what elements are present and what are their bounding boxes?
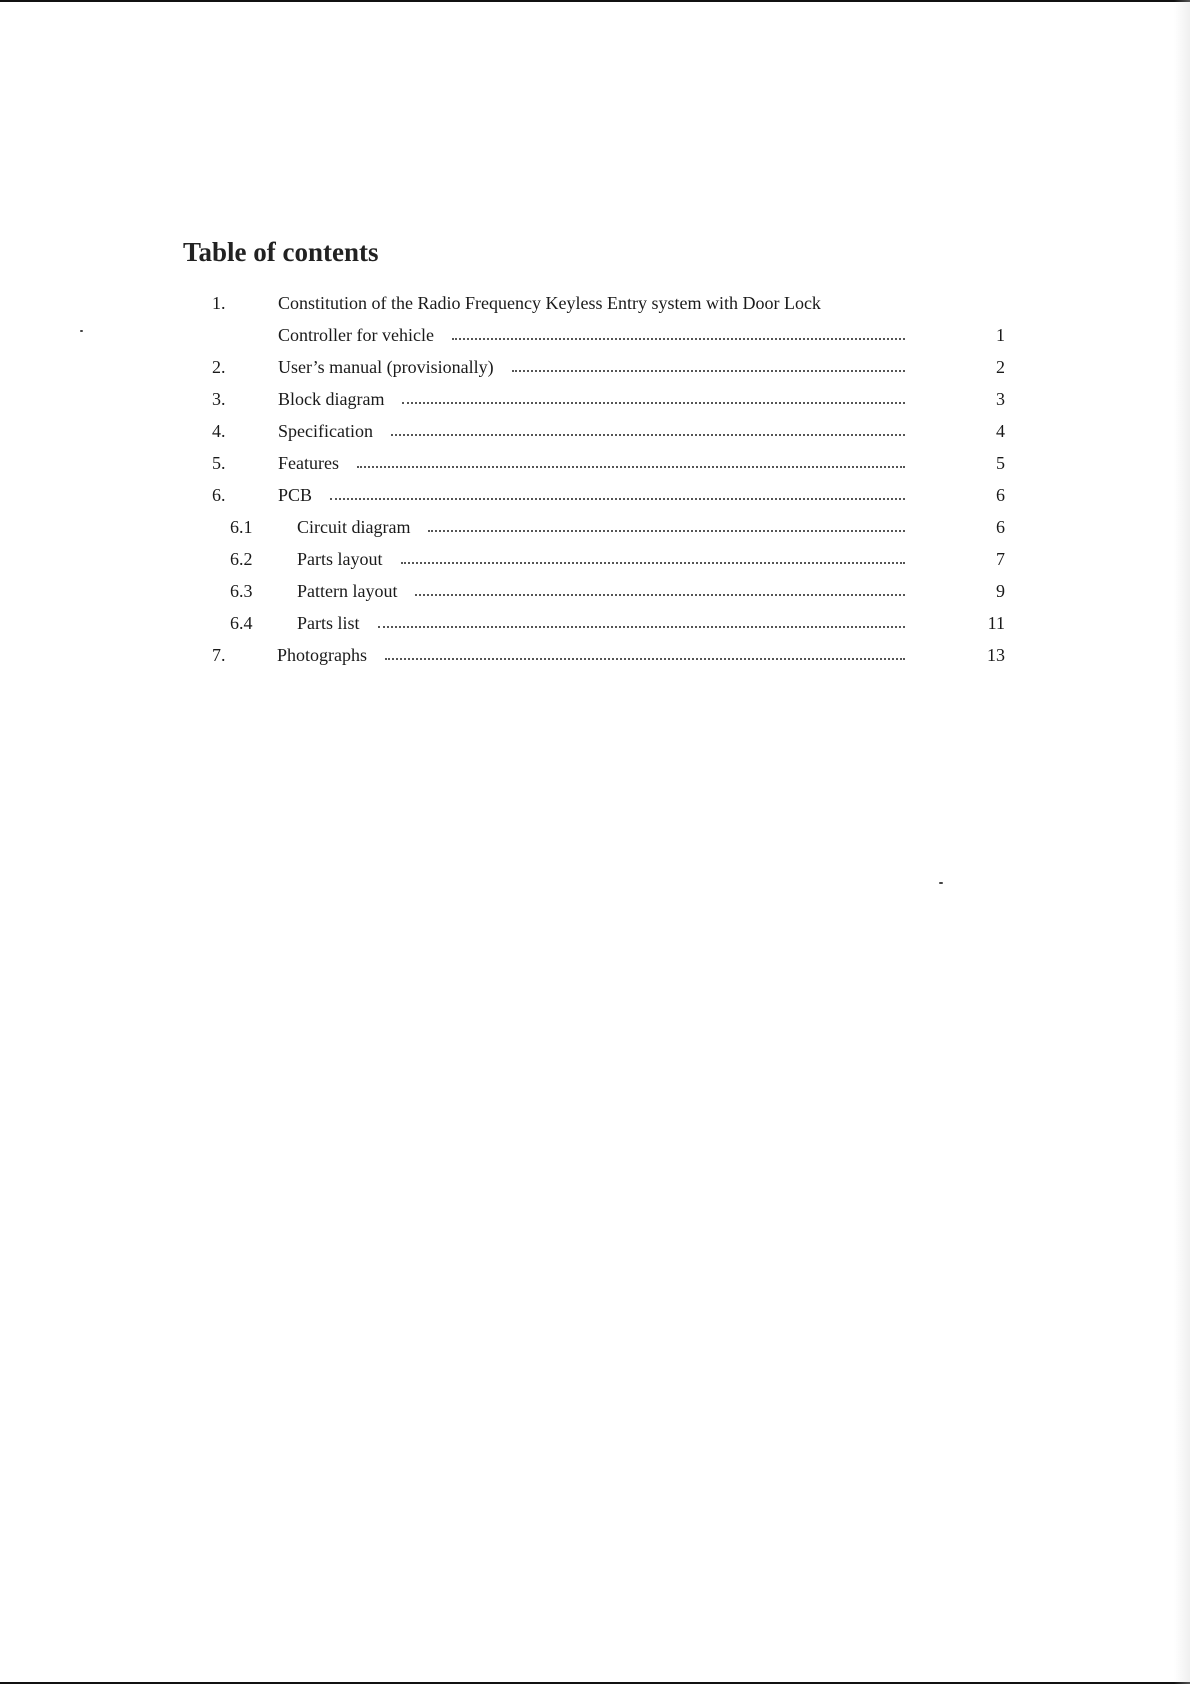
toc-dot-leader bbox=[402, 402, 905, 404]
toc-entry-number: 7. bbox=[212, 645, 226, 665]
toc-entry-number: 6. bbox=[212, 485, 226, 505]
toc-dot-leader bbox=[415, 594, 905, 596]
toc-entry-label: Specification bbox=[278, 421, 373, 441]
toc-entry-number: 3. bbox=[212, 389, 226, 409]
toc-entry-page: 1 bbox=[996, 325, 1005, 345]
toc-entry bbox=[212, 387, 1012, 411]
toc-entry bbox=[212, 483, 1012, 507]
toc-entry bbox=[212, 451, 1012, 475]
toc-entry-page: 7 bbox=[996, 549, 1005, 569]
toc-dot-leader bbox=[385, 658, 905, 660]
toc-entry-number: 6.4 bbox=[230, 613, 253, 633]
toc-entry-number: 5. bbox=[212, 453, 226, 473]
toc-dot-leader bbox=[357, 466, 905, 468]
scan-shadow-right bbox=[1174, 0, 1190, 1684]
toc-entry-label: Constitution of the Radio Frequency Keyless Entry system with Door Lock bbox=[278, 293, 821, 313]
toc-dot-leader bbox=[391, 434, 905, 436]
toc-dot-leader bbox=[512, 370, 905, 372]
toc-entry-label: Parts layout bbox=[297, 549, 383, 569]
toc-entry-page: 13 bbox=[987, 645, 1005, 665]
toc-entry-label: Features bbox=[278, 453, 339, 473]
toc-dot-leader bbox=[330, 498, 905, 500]
toc-entry-label: Controller for vehicle bbox=[278, 325, 434, 345]
toc-entry-page: 6 bbox=[996, 517, 1005, 537]
toc-entry-page: 9 bbox=[996, 581, 1005, 601]
toc-entry-number: 6.2 bbox=[230, 549, 253, 569]
toc-entry-page: 6 bbox=[996, 485, 1005, 505]
toc-entry-label: Parts list bbox=[297, 613, 360, 633]
scan-border-top bbox=[0, 0, 1190, 2]
scan-speck bbox=[80, 330, 83, 332]
toc-entry-number: 6.3 bbox=[230, 581, 253, 601]
toc-entry-number: 6.1 bbox=[230, 517, 253, 537]
toc-entry-label: Pattern layout bbox=[297, 581, 398, 601]
scan-speck bbox=[939, 882, 943, 884]
toc-entry bbox=[212, 323, 1012, 347]
toc-entry-page: 2 bbox=[996, 357, 1005, 377]
toc-entry-label: User’s manual (provisionally) bbox=[278, 357, 494, 377]
toc-entry-page: 3 bbox=[996, 389, 1005, 409]
toc-dot-leader bbox=[401, 562, 905, 564]
toc-entry bbox=[212, 643, 1012, 667]
toc-entry-page: 5 bbox=[996, 453, 1005, 473]
toc-entry bbox=[212, 611, 1012, 635]
toc-entry bbox=[212, 547, 1012, 571]
toc-entry bbox=[212, 291, 1012, 315]
toc-dot-leader bbox=[428, 530, 905, 532]
toc-entry-number: 2. bbox=[212, 357, 226, 377]
toc-entry bbox=[212, 419, 1012, 443]
toc-entry-label: Circuit diagram bbox=[297, 517, 411, 537]
toc-entry bbox=[212, 579, 1012, 603]
toc-entry-page: 4 bbox=[996, 421, 1005, 441]
toc-entry-number: 1. bbox=[212, 293, 226, 313]
toc-entry-label: PCB bbox=[278, 485, 313, 505]
toc-dot-leader bbox=[452, 338, 905, 340]
toc-entry-label: Block diagram bbox=[278, 389, 385, 409]
toc-entry bbox=[212, 515, 1012, 539]
toc-dot-leader bbox=[378, 626, 905, 628]
toc-entry-label: Photographs bbox=[277, 645, 367, 665]
page-title: Table of contents bbox=[183, 237, 379, 268]
toc-entry-number: 4. bbox=[212, 421, 226, 441]
toc-entry-page: 11 bbox=[987, 613, 1005, 633]
toc-entry bbox=[212, 355, 1012, 379]
